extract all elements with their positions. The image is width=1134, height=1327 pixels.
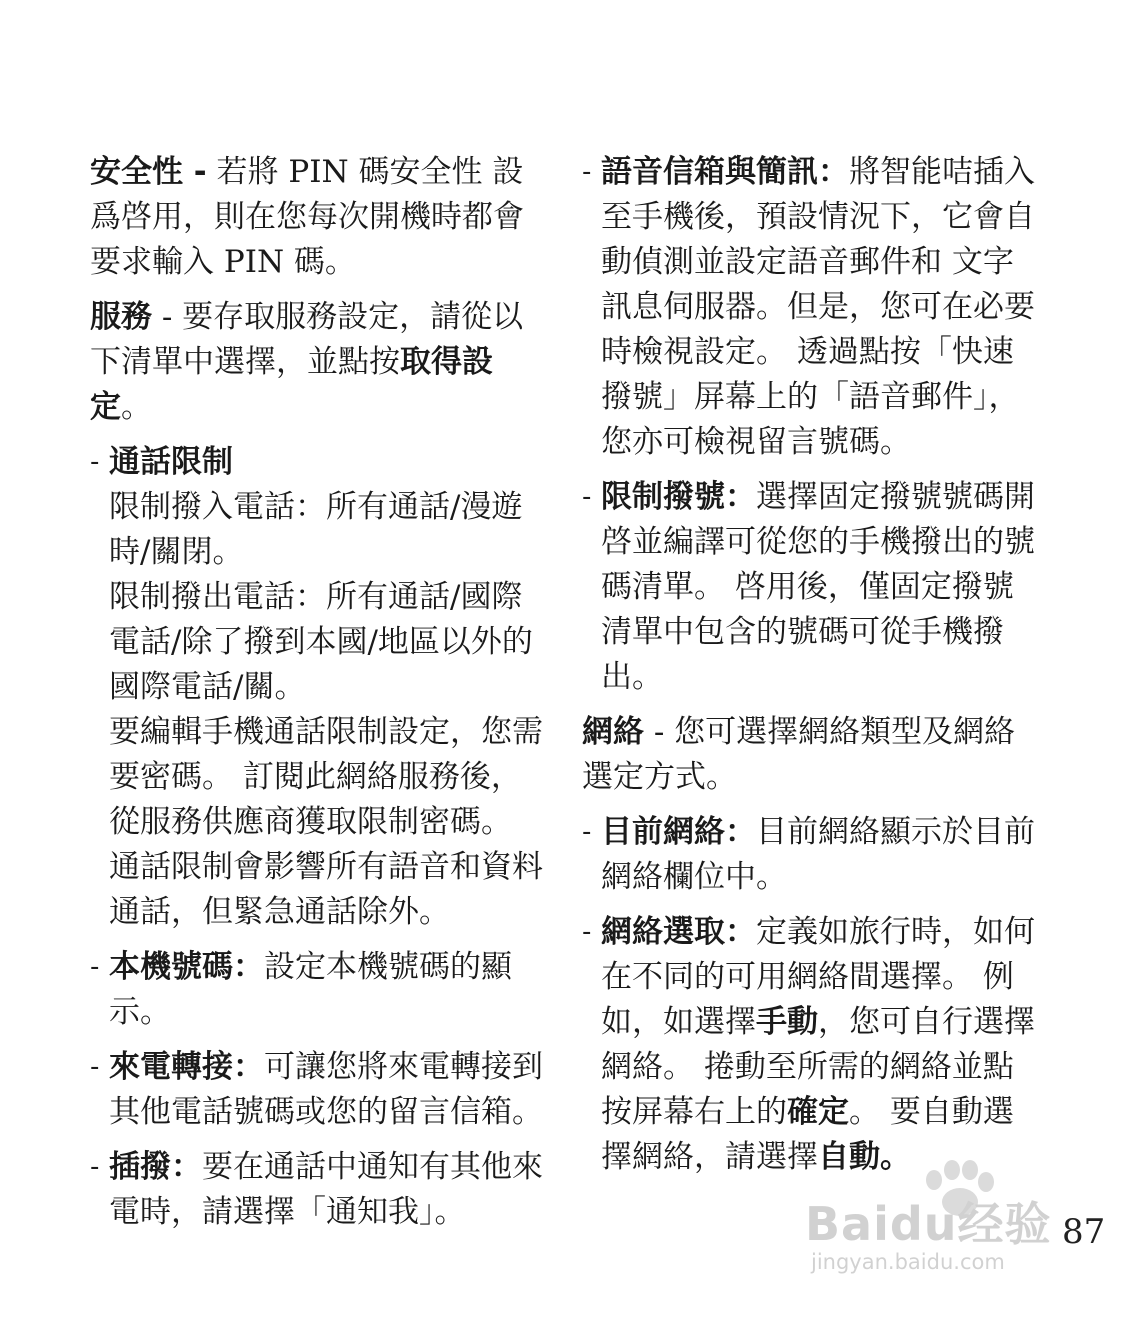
fixed-dialing-item: - 限制撥號：選擇固定撥號號碼開啓並編譯可從您的手機撥出的號碼清單。 啓用後，僅固定撥號清單中包含的號碼可從手機撥出。 xyxy=(582,479,1035,695)
call-barring-outgoing: 限制撥出電話：所有通話/國際電話/除了撥到本國/地區以外的國際電話/關。 xyxy=(109,579,533,705)
network-text: - 您可選擇網絡類型及網絡選定方式。 xyxy=(582,714,1016,795)
own-number-item: - 本機號碼：設定本機號碼的顯示。 xyxy=(90,949,512,1030)
current-network-text: 目前網絡顯示於目前網絡欄位中。 xyxy=(601,814,1035,895)
call-barring-password: 要編輯手機通話限制設定，您需要密碼。 訂閱此網絡服務後，從服務供應商獲取限制密碼。 xyxy=(109,714,543,840)
service-text: - 要存取服務設定，請從以下清單中選擇，並點按 xyxy=(90,299,524,380)
voicemail-item: - 語音信箱與簡訊：將智能咭插入至手機後，預設情況下，它會自動偵測並設定語音郵件和 文字訊息伺服器。但是，您可在必要時檢視設定。 透過點按「快速撥號」屏幕上的「語音郵件」，您亦可檢視留言號碼。 xyxy=(582,154,1035,460)
security-text: 若將 PIN 碼安全性 設爲啓用，則在您每次開機時都會要求輸入 PIN 碼。 xyxy=(90,154,524,280)
current-network-item: - 目前網絡：目前網絡顯示於目前網絡欄位中。 xyxy=(582,814,1035,895)
network-selection-heading: 網絡選取： xyxy=(601,914,756,950)
security-heading: 安全性 - xyxy=(90,154,207,190)
service-heading: 服務 xyxy=(90,299,152,335)
watermark-logo: Baidu经验 xyxy=(805,1197,1052,1251)
call-divert-text: 可讓您將來電轉接到其他電話號碼或您的留言信箱。 xyxy=(109,1049,543,1130)
baidu-watermark xyxy=(805,1158,1067,1288)
right-column xyxy=(582,150,1040,1190)
call-barring-note: 通話限制會影響所有語音和資料通話，但緊急通話除外。 xyxy=(109,849,543,930)
voicemail-text: 將智能咭插入至手機後，預設情況下，它會自動偵測並設定語音郵件和 文字訊息伺服器。但是，您可在必要時檢視設定。 透過點按「快速撥號」屏幕上的「語音郵件」，您亦可檢視留言號碼。 xyxy=(601,154,1035,460)
call-waiting-item: - 插撥：要在通話中通知有其他來電時，請選擇「通知我」。 xyxy=(90,1149,543,1230)
auto-emphasis: 自動。 xyxy=(818,1139,911,1175)
watermark-url: jingyan.baidu.com xyxy=(811,1250,1005,1274)
call-waiting-heading: 插撥： xyxy=(109,1149,202,1185)
call-barring-title: 通話限制 xyxy=(109,444,233,480)
voicemail-heading: 語音信箱與簡訊： xyxy=(601,154,849,190)
call-barring-incoming: 限制撥入電話：所有通話/漫遊時/關閉。 xyxy=(109,489,523,570)
network-selection-item: - 網絡選取：定義如旅行時，如何在不同的可用網絡間選擇。 例如，如選擇手動，您可自行選擇網絡。 捲動至所需的網絡並點按屏幕右上的確定。 要自動選擇網絡，請選擇自動。 xyxy=(582,914,1035,1175)
network-paragraph xyxy=(582,710,1040,800)
get-settings-emphasis: 取得設定 xyxy=(90,344,493,425)
call-barring-item: - 通話限制 xyxy=(90,444,233,480)
current-network-heading: 目前網絡： xyxy=(601,814,756,850)
own-number-heading: 本機號碼： xyxy=(109,949,264,985)
service-paragraph: 服務 - 要存取服務設定，請從以下清單中選擇，並點按取得設定。 xyxy=(90,299,524,425)
call-divert-heading: 來電轉接： xyxy=(109,1049,264,1085)
left-column xyxy=(90,150,552,1245)
call-waiting-text: 要在通話中通知有其他來電時，請選擇「通知我」。 xyxy=(109,1149,543,1230)
fixed-dialing-text: 選擇固定撥號號碼開啓並編譯可從您的手機撥出的號碼清單。 啓用後，僅固定撥號清單中包含的號碼可從手機撥出。 xyxy=(601,479,1035,695)
fixed-dialing-heading: 限制撥號： xyxy=(601,479,756,515)
security-paragraph xyxy=(90,150,552,285)
ok-emphasis: 確定 xyxy=(787,1094,849,1130)
manual-emphasis: 手動 xyxy=(756,1004,818,1040)
call-divert-item: - 來電轉接：可讓您將來電轉接到其他電話號碼或您的留言信箱。 xyxy=(90,1049,543,1130)
own-number-text: 設定本機號碼的顯示。 xyxy=(109,949,512,1030)
network-heading: 網絡 xyxy=(582,714,644,750)
page-number: 87 xyxy=(1062,1212,1106,1252)
